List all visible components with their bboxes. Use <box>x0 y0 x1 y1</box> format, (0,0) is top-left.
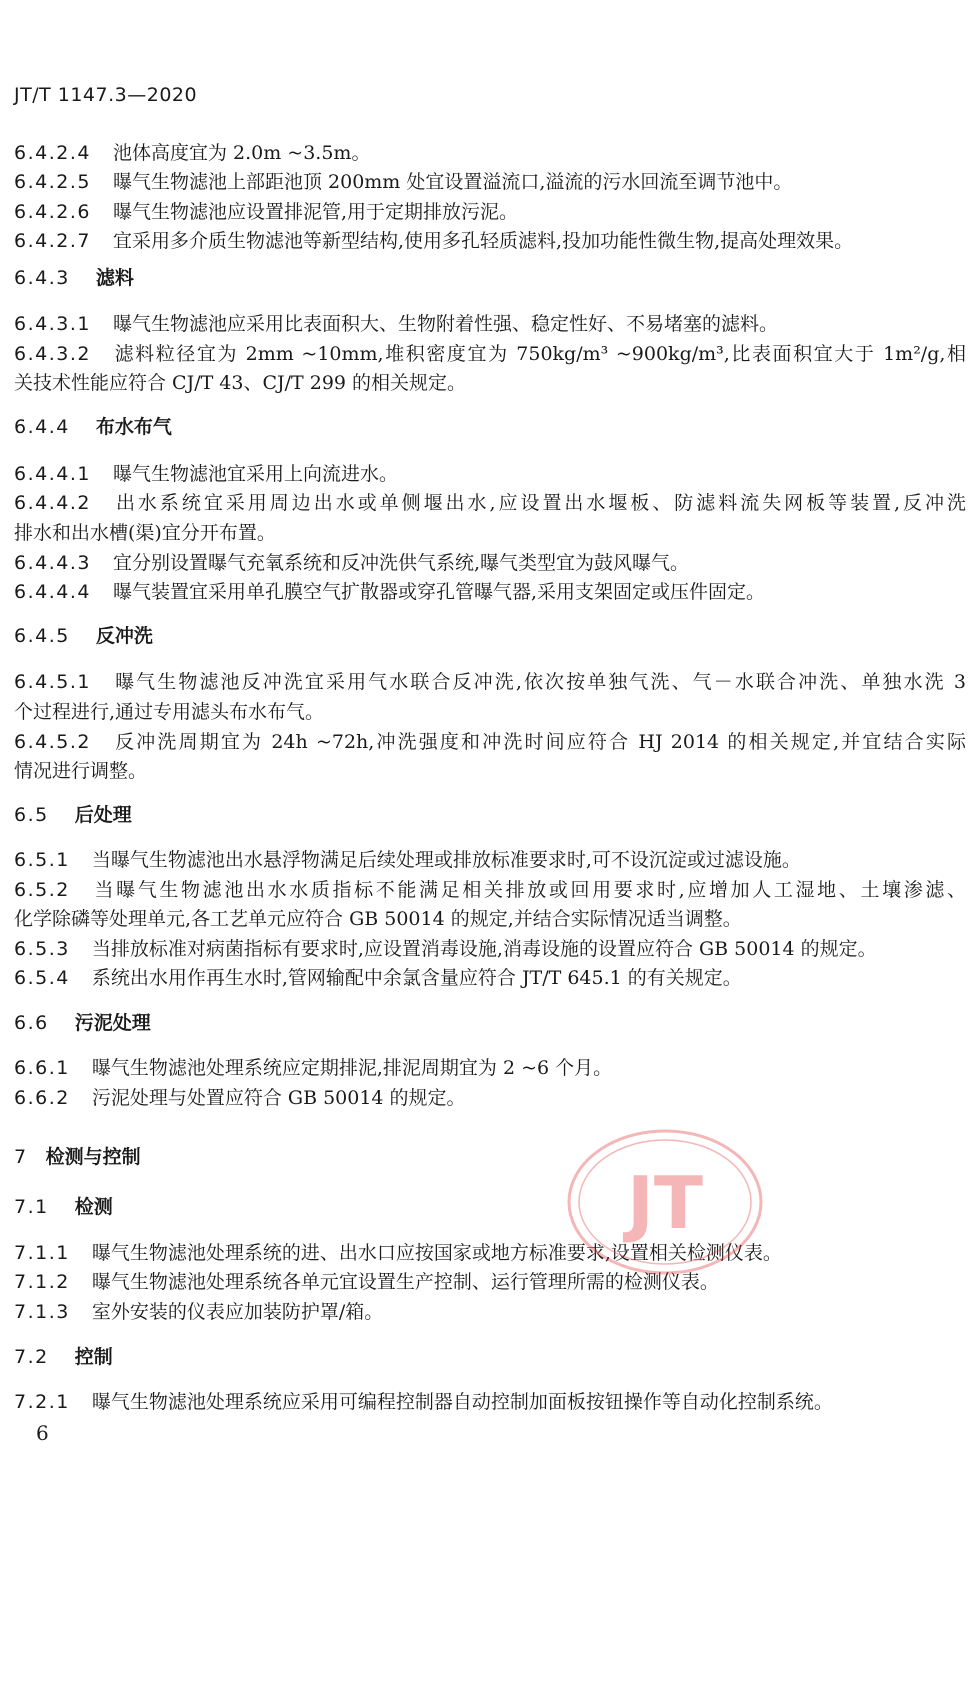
clause <box>14 879 966 901</box>
page-number: 6 <box>36 1421 49 1445</box>
section-heading <box>14 1196 113 1218</box>
clause-text: 当曝气生物滤池出水悬浮物满足后续处理或排放标准要求时,可不设沉淀或过滤设施。 <box>91 849 801 871</box>
clause-number: 6.4.3.2 <box>14 343 91 365</box>
clause-text: 个过程进行,通过专用滤头布水布气。 <box>14 701 325 723</box>
clause-text: 化学除磷等处理单元,各工艺单元应符合 GB 50014 的规定,并结合实际情况适当调整。 <box>14 908 742 930</box>
clause-number: 7.1.2 <box>14 1271 70 1293</box>
clause-text: 宜采用多介质生物滤池等新型结构,使用多孔轻质滤料,投加功能性微生物,提高处理效果。 <box>112 230 854 252</box>
clause <box>14 671 966 693</box>
clause-text: 排水和出水槽(渠)宜分开布置。 <box>14 522 276 544</box>
clause-text: 曝气生物滤池上部距池顶 200mm 处宜设置溢流口,溢流的污水回流至调节池中。 <box>112 171 793 193</box>
clause-number: 6.5.1 <box>14 849 70 871</box>
clause-number: 6.4.4.1 <box>14 463 91 485</box>
clause <box>14 849 966 871</box>
seal-text: JT <box>627 1161 703 1245</box>
clause-number: 6.4.5.1 <box>14 671 91 693</box>
clause-number: 6.4.2.6 <box>14 201 91 223</box>
clause-text: 滤料粒径宜为 2mm ~10mm,堆积密度宜为 750kg/m³ ~900kg/m³,比表面积宜大于 1m²/g,相 <box>112 343 966 365</box>
section-number: 6.6 <box>14 1012 49 1034</box>
section-number: 7.2 <box>14 1346 49 1368</box>
section-title: 反冲洗 <box>95 625 153 647</box>
clause-number: 6.4.5.2 <box>14 731 91 753</box>
clause-continuation <box>14 522 966 544</box>
clause-text: 池体高度宜为 2.0m ~3.5m。 <box>112 142 371 164</box>
clause-text: 反冲洗周期宜为 24h ~72h,冲洗强度和冲洗时间应符合 HJ 2014 的相关规定,并宜结合实际 <box>112 731 966 753</box>
clause-continuation <box>14 372 966 394</box>
clause-number: 6.4.2.4 <box>14 142 91 164</box>
section-number: 7.1 <box>14 1196 49 1218</box>
clause <box>14 1271 966 1293</box>
clause-number: 6.4.4.2 <box>14 492 91 514</box>
clause-number: 6.4.2.5 <box>14 171 91 193</box>
clause-text: 出水系统宜采用周边出水或单侧堰出水,应设置出水堰板、防滤料流失网板等装置,反冲洗 <box>112 492 966 514</box>
clause-text: 曝气生物滤池处理系统应定期排泥,排泥周期宜为 2 ~6 个月。 <box>91 1057 613 1079</box>
clause-text: 曝气生物滤池应设置排泥管,用于定期排放污泥。 <box>112 201 519 223</box>
section-title: 滤料 <box>95 267 134 289</box>
clause <box>14 731 966 753</box>
clause <box>14 967 966 989</box>
section-heading <box>14 1012 151 1034</box>
clause <box>14 343 966 365</box>
section-heading <box>14 416 172 438</box>
section-heading <box>14 267 134 289</box>
section-heading <box>14 625 153 647</box>
clause <box>14 1391 966 1413</box>
clause-number: 6.5.2 <box>14 879 70 901</box>
section-title: 检测 <box>74 1196 113 1218</box>
clause <box>14 142 966 164</box>
clause-text: 曝气生物滤池应采用比表面积大、生物附着性强、稳定性好、不易堵塞的滤料。 <box>112 313 778 335</box>
clause-number: 6.4.3.1 <box>14 313 91 335</box>
section-number: 7 <box>14 1146 28 1168</box>
section-heading <box>14 1146 141 1168</box>
clause-text: 曝气生物滤池宜采用上向流进水。 <box>112 463 398 485</box>
clause-text: 污泥处理与处置应符合 GB 50014 的规定。 <box>91 1087 466 1109</box>
clause <box>14 552 966 574</box>
clause <box>14 1301 966 1323</box>
clause <box>14 1057 966 1079</box>
clause-number: 6.5.4 <box>14 967 70 989</box>
clause-text: 曝气生物滤池反冲洗宜采用气水联合反冲洗,依次按单独气洗、气－水联合冲洗、单独水洗 3 <box>112 671 966 693</box>
section-heading <box>14 1346 113 1368</box>
clause-number: 7.1.1 <box>14 1242 70 1264</box>
jt-seal-watermark <box>566 1128 764 1276</box>
section-title: 布水布气 <box>95 416 172 438</box>
clause <box>14 463 966 485</box>
clause <box>14 581 966 603</box>
clause-text: 情况进行调整。 <box>14 760 148 782</box>
clause-text: 曝气生物滤池处理系统应采用可编程控制器自动控制加面板按钮操作等自动化控制系统。 <box>91 1391 833 1413</box>
standard-code-header: JT/T 1147.3—2020 <box>14 84 198 106</box>
section-title: 后处理 <box>74 804 132 826</box>
section-title: 检测与控制 <box>45 1146 141 1168</box>
clause-number: 6.5.3 <box>14 938 70 960</box>
clause <box>14 938 966 960</box>
clause <box>14 1242 966 1264</box>
clause-text: 室外安装的仪表应加装防护罩/箱。 <box>91 1301 384 1323</box>
clause <box>14 171 966 193</box>
section-number: 6.4.5 <box>14 625 70 647</box>
clause-number: 6.6.2 <box>14 1087 70 1109</box>
clause-text: 曝气生物滤池处理系统的进、出水口应按国家或地方标准要求,设置相关检测仪表。 <box>91 1242 782 1264</box>
clause-number: 6.4.4.3 <box>14 552 91 574</box>
clause-text: 系统出水用作再生水时,管网输配中余氯含量应符合 JT/T 645.1 的有关规定。 <box>91 967 742 989</box>
clause <box>14 492 966 514</box>
clause <box>14 230 966 252</box>
section-number: 6.4.4 <box>14 416 70 438</box>
clause-number: 7.1.3 <box>14 1301 70 1323</box>
section-heading <box>14 804 132 826</box>
clause-text: 关技术性能应符合 CJ/T 43、CJ/T 299 的相关规定。 <box>14 372 467 394</box>
clause-number: 6.4.2.7 <box>14 230 91 252</box>
clause <box>14 313 966 335</box>
clause-text: 宜分别设置曝气充氧系统和反冲洗供气系统,曝气类型宜为鼓风曝气。 <box>112 552 690 574</box>
clause-text: 曝气生物滤池处理系统各单元宜设置生产控制、运行管理所需的检测仪表。 <box>91 1271 719 1293</box>
clause <box>14 201 966 223</box>
section-number: 6.4.3 <box>14 267 70 289</box>
clause-number: 7.2.1 <box>14 1391 70 1413</box>
section-title: 污泥处理 <box>74 1012 151 1034</box>
clause-text: 曝气装置宜采用单孔膜空气扩散器或穿孔管曝气器,采用支架固定或压件固定。 <box>112 581 766 603</box>
clause-text: 当曝气生物滤池出水水质指标不能满足相关排放或回用要求时,应增加人工湿地、土壤渗滤、 <box>91 879 966 901</box>
section-title: 控制 <box>74 1346 113 1368</box>
clause-number: 6.6.1 <box>14 1057 70 1079</box>
clause-continuation <box>14 760 966 782</box>
clause-continuation <box>14 908 966 930</box>
clause <box>14 1087 966 1109</box>
section-number: 6.5 <box>14 804 49 826</box>
clause-number: 6.4.4.4 <box>14 581 91 603</box>
clause-continuation <box>14 701 966 723</box>
clause-text: 当排放标准对病菌指标有要求时,应设置消毒设施,消毒设施的设置应符合 GB 50014 的规定。 <box>91 938 877 960</box>
